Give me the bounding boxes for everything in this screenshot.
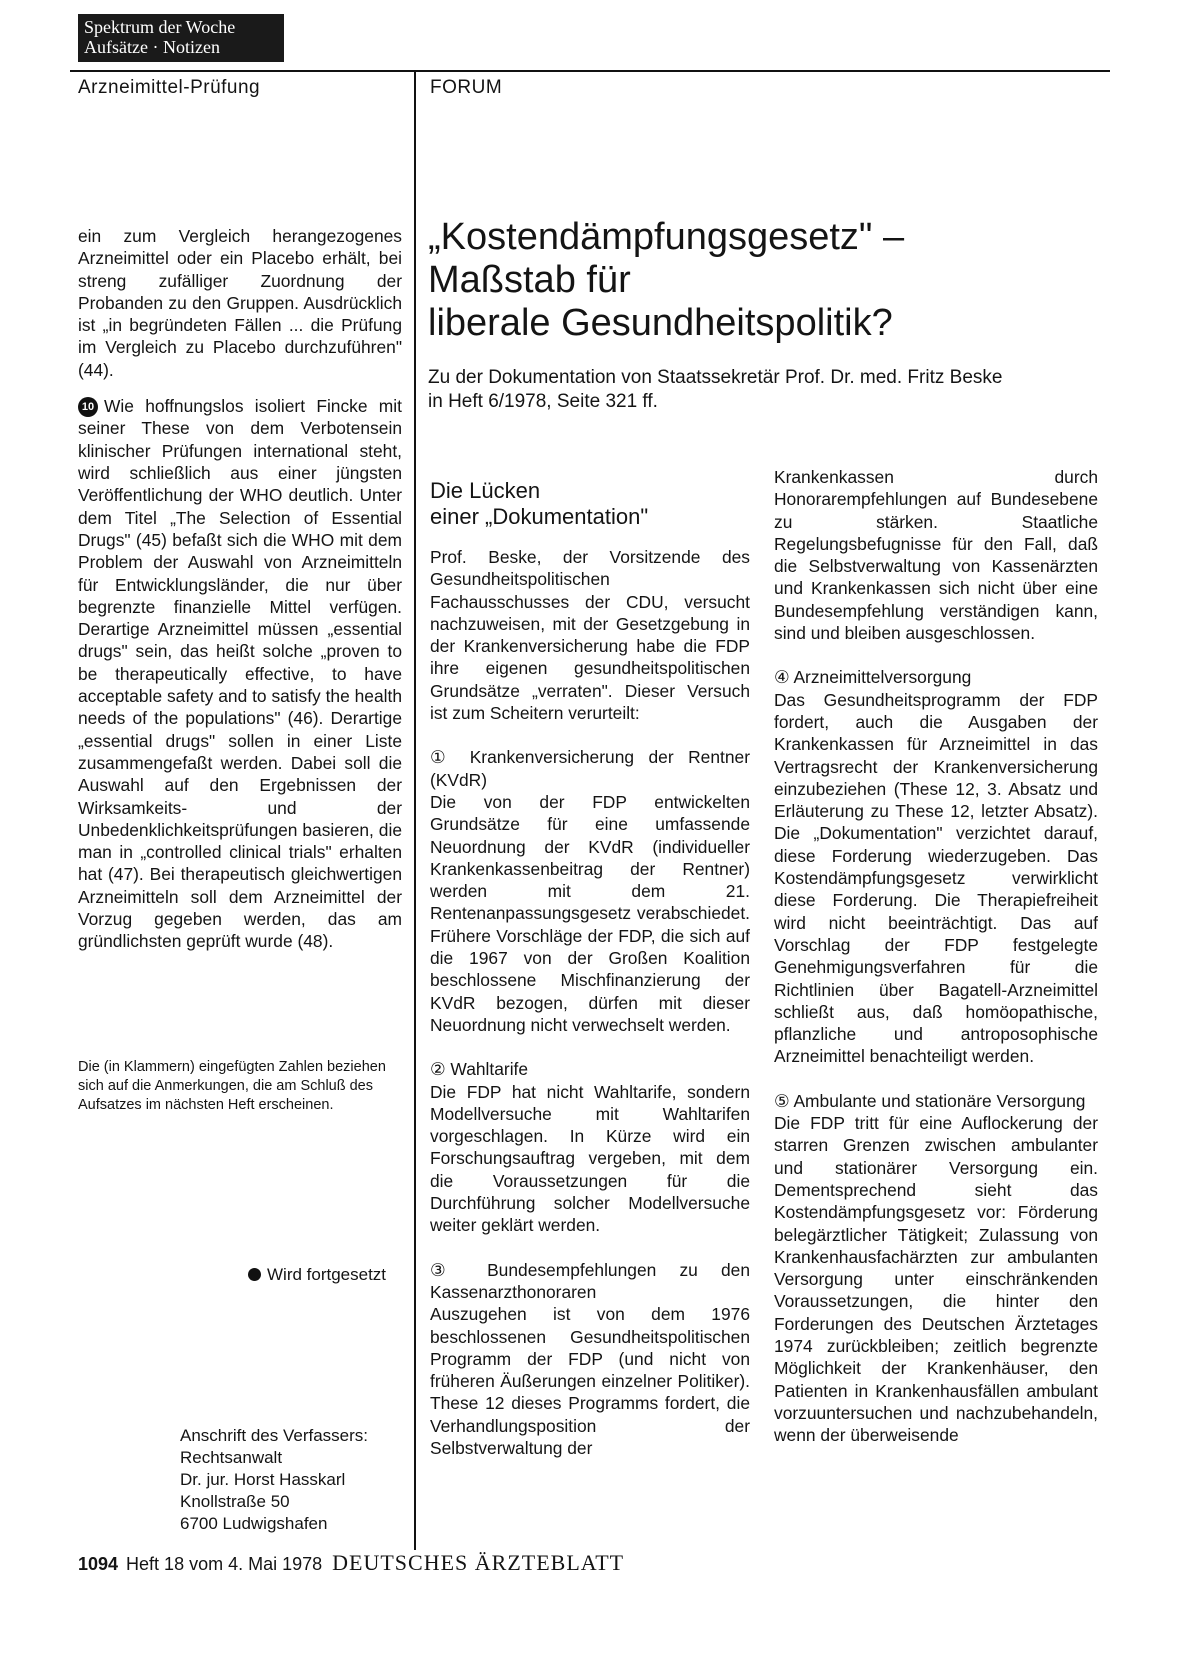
continued-text: Wird fortgesetzt: [267, 1265, 387, 1284]
middle-column: [430, 478, 750, 1459]
page-number: 1094: [78, 1554, 119, 1574]
lead-line-1: Zu der Dokumentation von Staatssekretär Prof. Dr. med. Fritz Beske: [428, 367, 1003, 388]
article-lead: [428, 366, 1108, 414]
header-rule: [70, 70, 1110, 72]
section-2-text: Die FDP hat nicht Wahltarife, sondern Modellversuche mit Wahltarifen vorgeschlagen. In Kürze wird ein Forschungsauftrag vergeben, mit dem die Voraussetzungen für die Durchführung solcher Modellversuche weiter geklärt werden.: [430, 1081, 750, 1236]
left-paragraph-1: ein zum Vergleich herangezogenes Arzneimittel oder ein Placebo erhält, bei streng zufälliger Zuordnung der Probanden zu den Gruppen. Ausdrücklich ist „in begründeten Fällen ... die Prüfung im Vergleich zu Placebo durchzuführen" (44).: [78, 226, 402, 380]
title-line-1: „Kostendämpfungsgesetz" –: [428, 216, 905, 258]
address-line: Rechtsanwalt: [180, 1448, 283, 1467]
journal-name: DEUTSCHES ÄRZTEBLATT: [332, 1550, 625, 1575]
subhead-line-1: Die Lücken: [430, 478, 541, 503]
address-line: 6700 Ludwigshafen: [180, 1514, 328, 1533]
section-5-text: Die FDP tritt für eine Auflockerung der starren Grenzen zwischen ambulanter und stationärer Versorgung ein. Dementsprechend sieht das Kostendämpfungsgesetz vor: Förderung belegärztlicher Tätigkeit; Zulassung von Krankenhausfachärzten zur ambulanten Versorgung unter einschränkenden Voraussetzungen, die hinter den Forderungen des Deutschen Ärztetages 1974 zurückbleiben; zeitlich begrenzte Möglichkeit der Krankenhäuser, den Patienten in Krankenhausfällen ambulant vorzuuntersuchen und nachzubehandeln, wenn der überweisende: [774, 1113, 1098, 1446]
continued-notice: [248, 1265, 386, 1285]
left-paragraph-2-text: Wie hoffnungslos isoliert Fincke mit seiner These von dem Verbotensein klinischer Prüfungen international steht, wird schließlich aus einer jüngsten Veröffentlichung der WHO deutlich. Unter dem Titel „The Selection of Essential Drugs" (45) befaßt sich die WHO mit dem Problem der Auswahl von Arzneimitteln für Entwicklungsländer, die nur über begrenzte finanzielle Mittel verfügen. Derartige Arzneimittel müssen „essential drugs" sein, das heißt solche „proven to be therapeutically effective, to have acceptable safety and to satisfy the health needs of the populations" (46). Derartige „essential drugs" sollen in einer Liste zusammengefaßt werden. Dabei soll die Auswahl auf den Ergebnissen der Wirksamkeits- und der Unbedenklichkeitsprüfungen basieren, die man in „controlled clinical trials" erhalten hat (47). Bei therapeutisch gleichwertigen Arzneimitteln soll dem Arzneimittel der Vorzug gegeben werden, das am gründlichsten geprüft wurde (48).: [78, 396, 402, 952]
left-section-title: Arzneimittel-Prüfung: [78, 77, 261, 98]
article-title: [428, 216, 1108, 345]
title-line-2: Maßstab für: [428, 259, 631, 301]
section-2-heading: ② Wahltarife: [430, 1059, 529, 1080]
left-column: [78, 225, 402, 953]
column-divider: [414, 70, 416, 1550]
section-3-continued: Krankenkassen durch Honorarempfehlungen auf Bundesebene zu stärken. Staatliche Regelungsbefugnisse für den Fall, daß die Selbstverwaltung von Kassenärzten und Krankenkassen sich nicht über eine Bundesempfehlung verständigen kann, sind und bleiben ausgeschlossen.: [774, 467, 1098, 644]
title-line-3: liberale Gesundheitspolitik?: [428, 302, 893, 344]
badge-line-2: Aufsätze · Notizen: [84, 37, 220, 57]
bullet-icon: [248, 1268, 261, 1281]
issue-info: Heft 18 vom 4. Mai 1978: [126, 1554, 323, 1574]
address-line: Knollstraße 50: [180, 1492, 290, 1511]
section-1-text: Die von der FDP entwickelten Grundsätze für eine umfassende Neuordnung der KVdR (individueller Krankenkassenbeitrag der Rentner) werden mit dem 21. Rentenanpassungsgesetz verabschiedet. Frühere Vorschläge der FDP, die sich auf die 1967 von der Großen Koalition beschlossene Mischfinanzierung der KVdR bezogen, dürfen mit dieser Neuordnung nicht verwechselt werden.: [430, 791, 750, 1035]
section-3-heading: ③ Bundesempfehlungen zu den Kassenarzthonoraren: [430, 1259, 750, 1302]
section-1-heading: ① Krankenversicherung der Rentner (KVdR): [430, 747, 750, 790]
section-badge: [78, 14, 284, 62]
lead-line-2: in Heft 6/1978, Seite 321 ff.: [428, 391, 658, 412]
section-3-text: Auszugehen ist von dem 1976 beschlossenen Gesundheitspolitischen Programm der FDP (und nicht von früheren Äußerungen einzelner Politiker). These 12 dieses Programms fordert, die Verhandlungsposition der Selbstverwaltung der: [430, 1304, 750, 1458]
author-address: [180, 1425, 368, 1535]
badge-line-1: Spektrum der Woche: [84, 17, 236, 37]
footnote: Die (in Klammern) eingefügten Zahlen beziehen sich auf die Anmerkungen, die am Schluß des Aufsatzes im nächsten Heft erscheinen.: [78, 1059, 386, 1113]
right-section-title: FORUM: [430, 77, 503, 98]
intro-paragraph: Prof. Beske, der Vorsitzende des Gesundheitspolitischen Fachausschusses der CDU, versucht nachzuweisen, mit der Gesetzgebung in der Krankenversicherung habe die FDP ihre eigenen gesundheitspolitischen Grundsätze „verraten". Dieser Versuch ist zum Scheitern verurteilt:: [430, 547, 750, 724]
number-10-icon: 10: [78, 397, 98, 417]
address-line: Anschrift des Verfassers:: [180, 1426, 369, 1445]
section-4-heading: ④ Arzneimittelversorgung: [774, 667, 972, 688]
section-5-heading: ⑤ Ambulante und stationäre Versorgung: [774, 1090, 1086, 1111]
right-column: [774, 466, 1098, 1446]
address-line: Dr. jur. Horst Hasskarl: [180, 1470, 346, 1489]
article-subhead: [430, 478, 750, 530]
section-4-text: Das Gesundheitsprogramm der FDP fordert, auch die Ausgaben der Krankenkassen für Arzneimittel in das Vertragsrecht der Krankenversicherung einzubeziehen (These 12, 3. Absatz und Erläuterung zu These 12, letzter Absatz). Die „Dokumentation" verzichtet darauf, diese Forderung wiederzugeben. Das Kostendämpfungsgesetz verwirklicht diese Forderung. Die Therapiefreiheit wird nicht beeinträchtigt. Das auf Vorschlag der FDP festgelegte Genehmigungsverfahren für die Richtlinien über Bagatell-Arzneimittel schließt aus, daß homöopathische, pflanzliche und antroposophische Arzneimittel benachteiligt werden.: [774, 689, 1098, 1067]
subhead-line-2: einer „Dokumentation": [430, 504, 649, 529]
page-footer: [78, 1550, 624, 1576]
left-paragraph-2: [78, 395, 402, 953]
